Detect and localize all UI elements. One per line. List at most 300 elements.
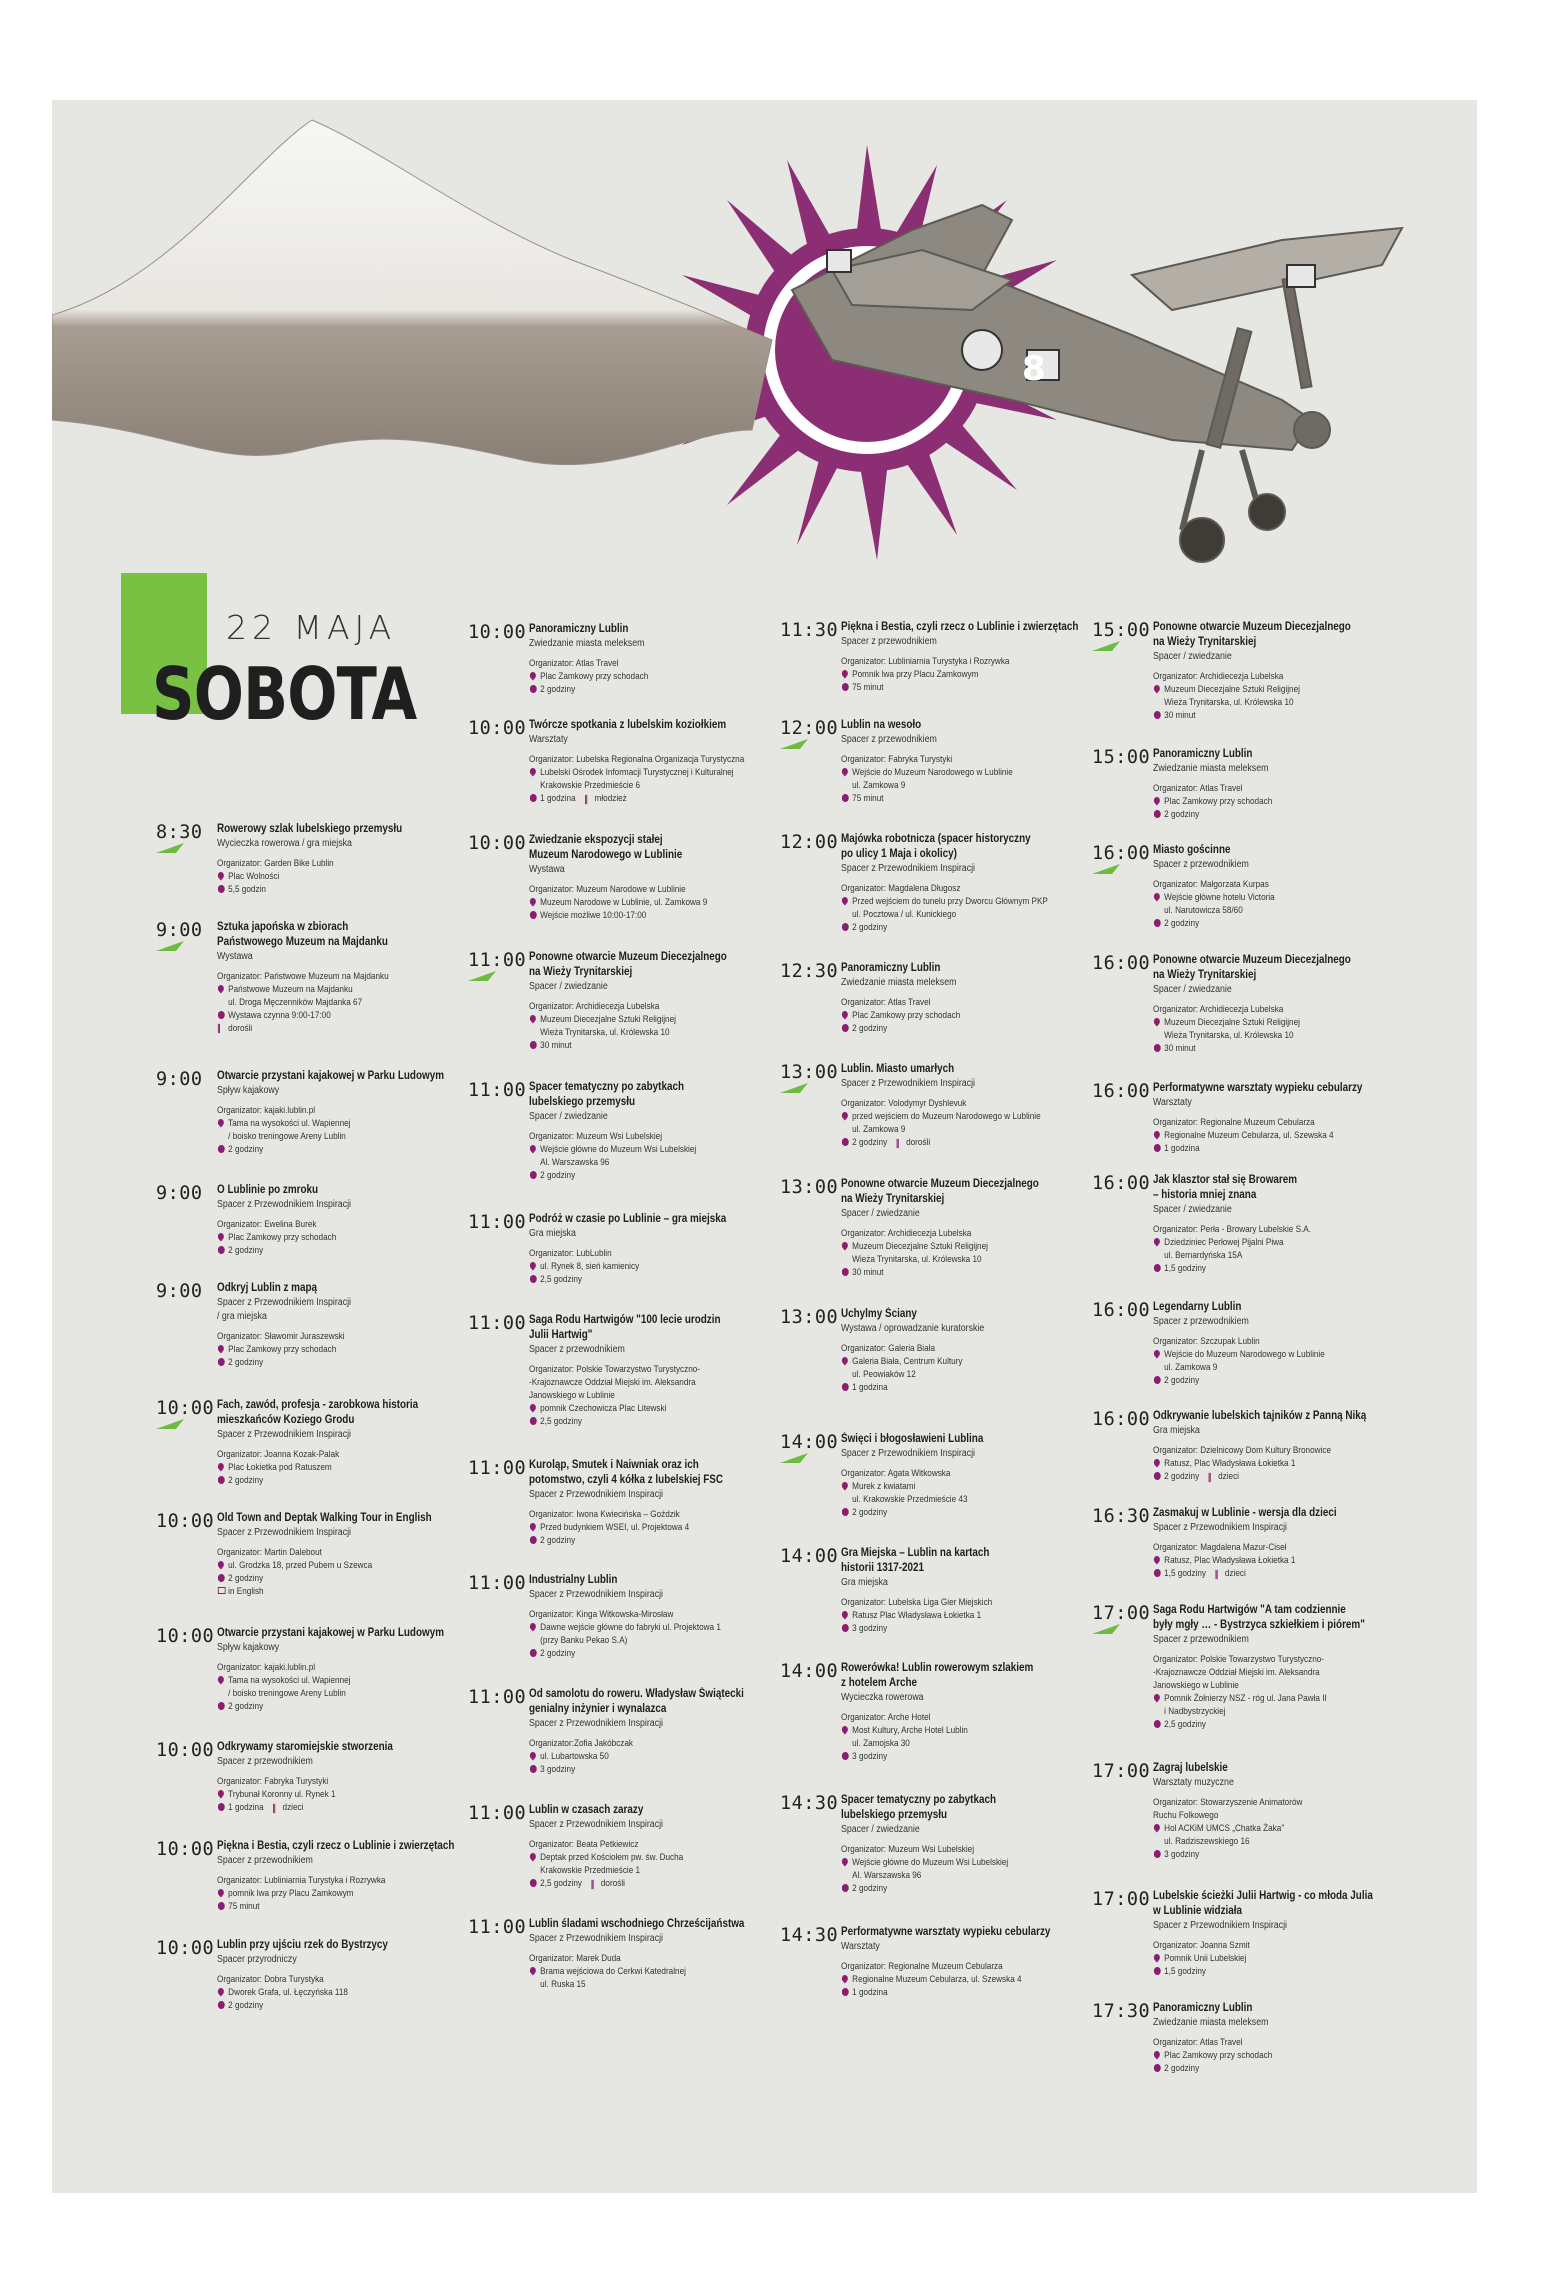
event-type: Spacer z przewodnikiem [529, 1344, 625, 1355]
event-duration [217, 1356, 479, 1369]
location-pin-icon [529, 1261, 538, 1271]
time-accent-icon [156, 941, 184, 951]
event-title: Piękna i Bestia, czyli rzecz o Lublinie i zwierzętach [217, 1840, 455, 1852]
event-type: Gra miejska [1153, 1425, 1200, 1436]
event-duration [841, 1622, 1103, 1635]
event-location [217, 983, 479, 1009]
location-pin-icon [217, 984, 226, 994]
event-location-text: Galeria Biała, Centrum Kultury ul. Peowiaków 12 [852, 1356, 963, 1380]
event-location-text: Ratusz, Plac Władysława Łokietka 1 [1164, 1458, 1296, 1469]
event-duration-text: 2 godziny [540, 1648, 576, 1659]
event-time: 10:00 [468, 622, 527, 643]
event-details [841, 1925, 1111, 1999]
event-type: Spacer / zwiedzanie [529, 981, 608, 992]
event-duration [841, 1750, 1103, 1763]
event-duration-text: 2 godziny [228, 1357, 264, 1368]
event-duration [217, 1572, 479, 1585]
event-duration [529, 1415, 791, 1428]
time-accent-icon [1092, 641, 1120, 651]
event-time: 10:00 [156, 1740, 215, 1761]
clock-icon [218, 1358, 225, 1366]
event-time: 11:00 [468, 1573, 527, 1594]
audience-icon: ∥ [895, 1138, 900, 1148]
event-location-text: Wejście główne do Muzeum Wsi Lubelskiej Al. Warszawska 96 [852, 1857, 1009, 1881]
event-organizer: Organizator: Martin Dalebout [217, 1547, 322, 1558]
event-title: potomstwo, czyli 4 kółka z lubelskiej FSC [529, 1474, 724, 1486]
event-location-text: Wejście do Muzeum Narodowego w Lublinie ul. Zamkowa 9 [852, 767, 1013, 791]
event-duration [841, 1882, 1103, 1895]
event-time: 10:00 [156, 1626, 215, 1647]
location-pin-icon [841, 1857, 850, 1867]
event-location-text: przed wejściem do Muzeum Narodowego w Lublinie ul. Zamkowa 9 [852, 1111, 1041, 1135]
event-organizer: Organizator: Muzeum Wsi Lubelskiej [529, 1131, 663, 1142]
event-duration [529, 1039, 791, 1052]
event-duration-text: 30 minut [540, 1040, 572, 1051]
event-organizer: Organizator: Garden Bike Lublin [217, 858, 334, 869]
event-details [217, 1938, 487, 2012]
event-type: Zwiedzanie miasta meleksem [1153, 763, 1269, 774]
event-location [1153, 1952, 1415, 1965]
event-organizer: Organizator: Lubliniarnia Turystyka i Rozrywka [217, 1875, 386, 1886]
location-pin-icon [217, 1118, 226, 1128]
event-duration-text: 2 godziny [852, 1137, 888, 1148]
audience-icon: ∥ [1207, 1472, 1212, 1482]
clock-icon [842, 1508, 849, 1516]
event-title: Lublin śladami wschodniego Chrześcijaństwa [529, 1918, 745, 1930]
event-type: Wystawa [529, 864, 565, 875]
event-duration [841, 1381, 1103, 1394]
event-location [217, 1674, 479, 1700]
event-time: 16:00 [1092, 843, 1151, 864]
event-location [841, 1480, 1103, 1506]
event-duration-text: 1 godzina [852, 1987, 888, 1998]
event-title: Uchylmy Ściany [841, 1308, 917, 1320]
event-time: 14:00 [780, 1432, 839, 1453]
event-location-text: Pomnik Unii Lubelskiej [1164, 1953, 1247, 1964]
clock-icon [218, 1011, 225, 1019]
event-location-text: ul. Grodzka 18, przed Pubem u Szewca [228, 1560, 373, 1571]
time-accent-icon [468, 971, 496, 981]
event-location-text: Plac Łokietka pod Ratuszem [228, 1462, 332, 1473]
location-pin-icon [529, 1622, 538, 1632]
event-day: SOBOTA [152, 652, 417, 736]
event-title: Lublin. Miasto umarłych [841, 1063, 955, 1075]
event-time: 17:00 [1092, 1603, 1151, 1624]
event-type: Spacer z Przewodnikiem Inspiracji [1153, 1920, 1288, 1931]
event-title: Fach, zawód, profesja - zarobkowa historia [217, 1399, 419, 1411]
event-type: Spacer z Przewodnikiem Inspiracji [217, 1429, 352, 1440]
event-details [217, 1839, 487, 1913]
audience-text: dorośli [600, 1878, 625, 1889]
event-details [529, 950, 799, 1052]
location-pin-icon [529, 1144, 538, 1154]
event-organizer: Organizator: Dzielnicowy Dom Kultury Bronowice [1153, 1445, 1331, 1456]
event-organizer: Organizator: Polskie Towarzystwo Turystyczno- -Krajoznawcze Oddział Miejski im. Aleksandra Janowskiego w Lublinie [1153, 1654, 1325, 1691]
location-pin-icon [529, 1852, 538, 1862]
location-pin-icon [217, 1462, 226, 1472]
event-duration-text: 2,5 godziny [540, 1274, 582, 1285]
event-location [1153, 1554, 1415, 1567]
location-pin-icon [529, 1522, 538, 1532]
event-time: 17:30 [1092, 2001, 1151, 2022]
clock-icon [1154, 1264, 1161, 1272]
location-pin-icon [217, 1560, 226, 1570]
audience-text: dzieci [282, 1802, 304, 1813]
event-type: Spacer z Przewodnikiem Inspiracji [529, 1819, 664, 1830]
event-duration-text: 2 godziny [540, 1170, 576, 1181]
audience-icon: ∥ [272, 1803, 277, 1813]
event-duration [841, 1506, 1103, 1519]
event-location-text: Muzeum Narodowe w Lublinie, ul. Zamkowa 9 [540, 897, 708, 908]
event-title: po ulicy 1 Maja i okolicy) [841, 848, 957, 860]
event-duration [1153, 1567, 1415, 1580]
event-duration [1153, 1262, 1415, 1275]
clock-icon [530, 1879, 537, 1887]
event-location [1153, 1348, 1415, 1374]
event-details [529, 1687, 799, 1776]
event-time: 11:00 [468, 1917, 527, 1938]
clock-icon [530, 1649, 537, 1657]
event-title: Spacer tematyczny po zabytkach [841, 1794, 997, 1806]
event-duration [841, 1266, 1103, 1279]
event-duration [1153, 1470, 1415, 1483]
event-type: Spacer z przewodnikiem [1153, 1634, 1249, 1645]
event-time: 16:00 [1092, 1081, 1151, 1102]
clock-icon [218, 1246, 225, 1254]
event-title: Podróż w czasie po Lublinie – gra miejska [529, 1213, 727, 1225]
event-organizer: Organizator: LubLublin [529, 1248, 612, 1259]
event-organizer: Organizator: Archidiecezja Lubelska [529, 1001, 660, 1012]
event-duration [217, 1143, 479, 1156]
event-details [529, 833, 799, 922]
event-details [217, 1069, 487, 1156]
event-type: Spacer z Przewodnikiem Inspiracji [217, 1199, 352, 1210]
event-title: O Lublinie po zmroku [217, 1184, 319, 1196]
hero-illustration [52, 100, 1477, 620]
clock-icon [842, 1988, 849, 1996]
event-location-text: Dziedziniec Perłowej Pijalni Piwa ul. Bernardyńska 15A [1164, 1237, 1284, 1261]
event-organizer: Organizator:Zofia Jakóbczak [529, 1738, 633, 1749]
event-title: Sztuka japońska w zbiorach [217, 921, 349, 933]
location-pin-icon [1153, 1237, 1162, 1247]
event-details [1153, 843, 1423, 930]
event-time: 17:00 [1092, 1761, 1151, 1782]
clock-icon [218, 1803, 225, 1811]
event-location-text: Brama wejściowa do Cerkwi Katedralnej ul. Ruska 15 [540, 1966, 686, 1990]
event-time: 10:00 [156, 1839, 215, 1860]
event-organizer: Organizator: Atlas Travel [841, 997, 931, 1008]
event-duration-text: 2,5 godziny [1164, 1719, 1206, 1730]
event-organizer: Organizator: kajaki.lublin.pl [217, 1105, 316, 1116]
event-type: Spływ kajakowy [217, 1642, 280, 1653]
event-duration [529, 1647, 791, 1660]
clock-icon [1154, 810, 1161, 818]
event-time: 10:00 [156, 1511, 215, 1532]
event-type: Spacer z przewodnikiem [217, 1756, 313, 1767]
event-duration [841, 921, 1103, 934]
event-organizer: Organizator: Agata Witkowska [841, 1468, 951, 1479]
event-duration-text: 3 godziny [852, 1623, 888, 1634]
event-duration [1153, 709, 1415, 722]
clock-icon [842, 1268, 849, 1276]
event-location-text: Wejście do Muzeum Narodowego w Lublinie ul. Zamkowa 9 [1164, 1349, 1325, 1373]
event-title: Julii Hartwig" [529, 1329, 593, 1341]
event-time: 16:00 [1092, 1173, 1151, 1194]
event-duration-text: 30 minut [1164, 1043, 1196, 1054]
clock-icon [530, 794, 537, 802]
event-duration-text: 5,5 godzin [228, 884, 266, 895]
location-pin-icon [217, 1987, 226, 1997]
event-location [1153, 1236, 1415, 1262]
event-duration-text: 2 godziny [852, 1023, 888, 1034]
event-organizer: Organizator: Małgorzata Kurpas [1153, 879, 1269, 890]
event-location [529, 896, 791, 909]
event-duration-text: 2 godziny [1164, 1375, 1200, 1386]
event-time: 11:00 [468, 1803, 527, 1824]
event-duration [841, 1986, 1103, 1999]
audience-text: młodzież [594, 793, 627, 804]
location-pin-icon [1153, 1823, 1162, 1833]
event-title: Twórcze spotkania z lubelskim koziołkiem [529, 719, 727, 731]
event-duration [1153, 2062, 1415, 2075]
event-duration-text: 75 minut [852, 682, 884, 693]
event-organizer: Organizator: Lubelska Liga Gier Miejskich [841, 1597, 993, 1608]
event-organizer: Organizator: Polskie Towarzystwo Turystyczno- -Krajoznawcze Oddział Miejski im. Aleksandra Janowskiego w Lublinie [529, 1364, 701, 1401]
event-details [841, 1546, 1111, 1635]
event-duration-text: 1,5 godziny [1164, 1263, 1206, 1274]
event-title: na Wieży Trynitarskiej [841, 1193, 945, 1205]
event-location [841, 766, 1103, 792]
event-location-text: Lubelski Ośrodek Informacji Turystycznej i Kulturalnej Krakowskie Przedmieście 6 [540, 767, 734, 791]
event-duration [217, 1700, 479, 1713]
location-pin-icon [529, 1403, 538, 1413]
location-pin-icon [529, 1014, 538, 1024]
event-title: na Wieży Trynitarskiej [1153, 969, 1257, 981]
location-pin-icon [217, 1888, 226, 1898]
event-time: 13:00 [780, 1307, 839, 1328]
event-details [529, 1212, 799, 1286]
location-pin-icon [841, 669, 850, 679]
event-details [1153, 747, 1423, 821]
event-time: 9:00 [156, 1183, 203, 1204]
event-organizer: Organizator: Kinga Witkowska-Mirosław [529, 1609, 674, 1620]
event-location-text: Trybunał Koronny ul. Rynek 1 [228, 1789, 336, 1800]
event-duration [529, 1763, 791, 1776]
clock-icon [218, 885, 225, 893]
event-duration [1153, 917, 1415, 930]
event-details [529, 1458, 799, 1547]
event-location-text: ul. Lubartowska 50 [540, 1751, 609, 1762]
event-time: 16:00 [1092, 953, 1151, 974]
event-organizer: Organizator: Muzeum Wsi Lubelskiej [841, 1844, 975, 1855]
event-location [529, 1965, 791, 1991]
clock-icon [842, 683, 849, 691]
event-location [529, 1402, 791, 1415]
location-pin-icon [841, 1010, 850, 1020]
event-time: 11:00 [468, 950, 527, 971]
event-location-text: Plac Wolności [228, 871, 280, 882]
event-details [1153, 1409, 1423, 1483]
event-organizer: Organizator: Beata Petkiewicz [529, 1839, 639, 1850]
event-title: Saga Rodu Hartwigów "A tam codziennie [1153, 1604, 1346, 1616]
location-pin-icon [529, 1966, 538, 1976]
event-organizer: Organizator: Archidiecezja Lubelska [1153, 671, 1284, 682]
event-title: lubelskiego przemysłu [841, 1809, 948, 1821]
event-organizer: Organizator: Volodymyr Dyshlevuk [841, 1098, 967, 1109]
event-duration-text: 2 godziny [228, 1245, 264, 1256]
event-location-text: Dawne wejście główne do fabryki ul. Projektowa 1 (przy Banku Pekao S.A) [540, 1622, 721, 1646]
event-time: 12:30 [780, 961, 839, 982]
event-type: Spacer / zwiedzanie [529, 1111, 608, 1122]
clock-icon [530, 1536, 537, 1544]
event-location [529, 766, 791, 792]
event-location-text: Regionalne Muzeum Cebularza, ul. Szewska 4 [1164, 1130, 1334, 1141]
event-location [841, 668, 1103, 681]
event-type: Spacer z Przewodnikiem Inspiracji [529, 1489, 664, 1500]
poster-background [52, 100, 1477, 2193]
event-duration [529, 683, 791, 696]
event-location-text: Wejście główne do Muzeum Wsi Lubelskiej Al. Warszawska 96 [540, 1144, 697, 1168]
event-location [217, 1461, 479, 1474]
time-accent-icon [156, 843, 184, 853]
clock-icon [530, 685, 537, 693]
event-organizer: Organizator: Atlas Travel [529, 658, 619, 669]
event-location-text: pomnik lwa przy Placu Zamkowym [228, 1888, 354, 1899]
event-title: Ponowne otwarcie Muzeum Diecezjalnego [1153, 954, 1351, 966]
event-location-text: Ratusz Plac Władysława Łokietka 1 [852, 1610, 982, 1621]
clock-icon [218, 2001, 225, 2009]
event-time: 9:00 [156, 1281, 203, 1302]
event-location [841, 1973, 1103, 1986]
language-icon [218, 1587, 226, 1594]
clock-icon [842, 1752, 849, 1760]
event-details [841, 832, 1111, 934]
clock-icon [842, 1383, 849, 1391]
flag-icon [52, 120, 772, 465]
clock-icon [1154, 1569, 1161, 1577]
clock-icon [530, 911, 537, 919]
location-pin-icon [217, 1675, 226, 1685]
location-pin-icon [1153, 796, 1162, 806]
event-details [1153, 1173, 1423, 1275]
event-time: 16:30 [1092, 1506, 1151, 1527]
event-type: Zwiedzanie miasta meleksem [1153, 2017, 1269, 2028]
event-organizer: Organizator: Regionalne Muzeum Cebularza [1153, 1117, 1315, 1128]
event-details [529, 718, 799, 805]
event-organizer: Organizator: Archidiecezja Lubelska [1153, 1004, 1284, 1015]
event-duration-text: Wystawa czynna 9:00-17:00 [228, 1010, 331, 1021]
location-pin-icon [841, 1356, 850, 1366]
clock-icon [1154, 919, 1161, 927]
location-pin-icon [1153, 684, 1162, 694]
event-organizer: Organizator: Joanna Szmit [1153, 1940, 1250, 1951]
event-title: Lublin w czasach zarazy [529, 1804, 644, 1816]
event-title: Święci i błogosławieni Lublina [841, 1433, 984, 1445]
clock-icon [530, 1171, 537, 1179]
event-location [841, 1724, 1103, 1750]
event-location [217, 1887, 479, 1900]
event-location-text: Regionalne Muzeum Cebularza, ul. Szewska 4 [852, 1974, 1022, 1985]
event-title: Otwarcie przystani kajakowej w Parku Ludowym [217, 1070, 444, 1082]
event-title: Majówka robotnicza (spacer historyczny [841, 833, 1031, 845]
event-duration-text: 2 godziny [1164, 809, 1200, 820]
event-location-text: Muzeum Diecezjalne Sztuki Religijnej Wieża Trynitarska, ul. Królewska 10 [540, 1014, 676, 1038]
event-location [1153, 891, 1415, 917]
event-title: Muzeum Narodowego w Lublinie [529, 849, 683, 861]
event-details [217, 1626, 487, 1713]
event-duration-text: 3 godziny [1164, 1849, 1200, 1860]
event-duration [217, 1801, 479, 1814]
event-title: Performatywne warsztaty wypieku cebularzy [841, 1926, 1051, 1938]
event-type: Warsztaty [841, 1941, 880, 1952]
location-pin-icon [529, 767, 538, 777]
event-details [529, 622, 799, 696]
event-duration [1153, 1848, 1415, 1861]
event-details [529, 1917, 799, 1991]
audience-text: dorośli [906, 1137, 931, 1148]
event-type: Spacer z przewodnikiem [841, 636, 937, 647]
location-pin-icon [1153, 1953, 1162, 1963]
event-organizer: Organizator: Państwowe Muzeum na Majdanku [217, 971, 389, 982]
event-location-text: Plac Zamkowy przy schodach [540, 671, 649, 682]
event-title: Lubelskie ścieżki Julii Hartwig - co młoda Julia [1153, 1890, 1373, 1902]
event-organizer: Organizator: Perła - Browary Lubelskie S.A. [1153, 1224, 1312, 1235]
event-location-text: Muzeum Diecezjalne Sztuki Religijnej Wieża Trynitarska, ul. Królewska 10 [852, 1241, 988, 1265]
clock-icon [218, 1902, 225, 1910]
event-time: 12:00 [780, 832, 839, 853]
location-pin-icon [529, 1751, 538, 1761]
event-duration [217, 883, 479, 896]
event-duration-text: 2 godziny [1164, 1471, 1200, 1482]
event-location-text: Muzeum Diecezjalne Sztuki Religijnej Wieża Trynitarska, ul. Królewska 10 [1164, 1017, 1300, 1041]
event-details [217, 1183, 487, 1257]
event-type: Spacer z Przewodnikiem Inspiracji [529, 1718, 664, 1729]
event-location [529, 1143, 791, 1169]
event-audience-text: dorośli [228, 1023, 253, 1034]
event-duration [1153, 808, 1415, 821]
event-title: Ponowne otwarcie Muzeum Diecezjalnego [841, 1178, 1039, 1190]
location-pin-icon [1153, 892, 1162, 902]
event-organizer: Organizator: Muzeum Narodowe w Lublinie [529, 884, 686, 895]
event-location-text: Pomnik lwa przy Placu Zamkowym [852, 669, 979, 680]
audience-label [584, 793, 627, 804]
event-organizer: Organizator: Atlas Travel [1153, 783, 1243, 794]
location-pin-icon [841, 1974, 850, 1984]
event-title: Performatywne warsztaty wypieku cebularzy [1153, 1082, 1363, 1094]
event-title: Panoramiczny Lublin [841, 962, 941, 974]
event-duration [841, 1022, 1103, 1035]
event-duration-text: Wejście możliwe 10:00-17:00 [540, 910, 647, 921]
event-title: z hotelem Arche [841, 1677, 918, 1689]
clock-icon [1154, 1376, 1161, 1384]
event-location-text: Murek z kwiatami ul. Krakowskie Przedmieście 43 [852, 1481, 968, 1505]
location-pin-icon [1153, 1555, 1162, 1565]
event-details [1153, 1300, 1423, 1387]
event-location [217, 1231, 479, 1244]
event-title: Rowerówka! Lublin rowerowym szlakiem [841, 1662, 1034, 1674]
event-details [217, 822, 487, 896]
event-location [841, 1240, 1103, 1266]
clock-icon [842, 923, 849, 931]
event-title: Piękna i Bestia, czyli rzecz o Lublinie i zwierzętach [841, 621, 1079, 633]
audience-text: dzieci [1218, 1471, 1239, 1482]
event-audience [217, 1022, 479, 1035]
location-pin-icon [1153, 1130, 1162, 1140]
event-details [841, 718, 1111, 805]
event-time: 11:00 [468, 1313, 527, 1334]
clock-icon [1154, 1044, 1161, 1052]
event-location [217, 870, 479, 883]
